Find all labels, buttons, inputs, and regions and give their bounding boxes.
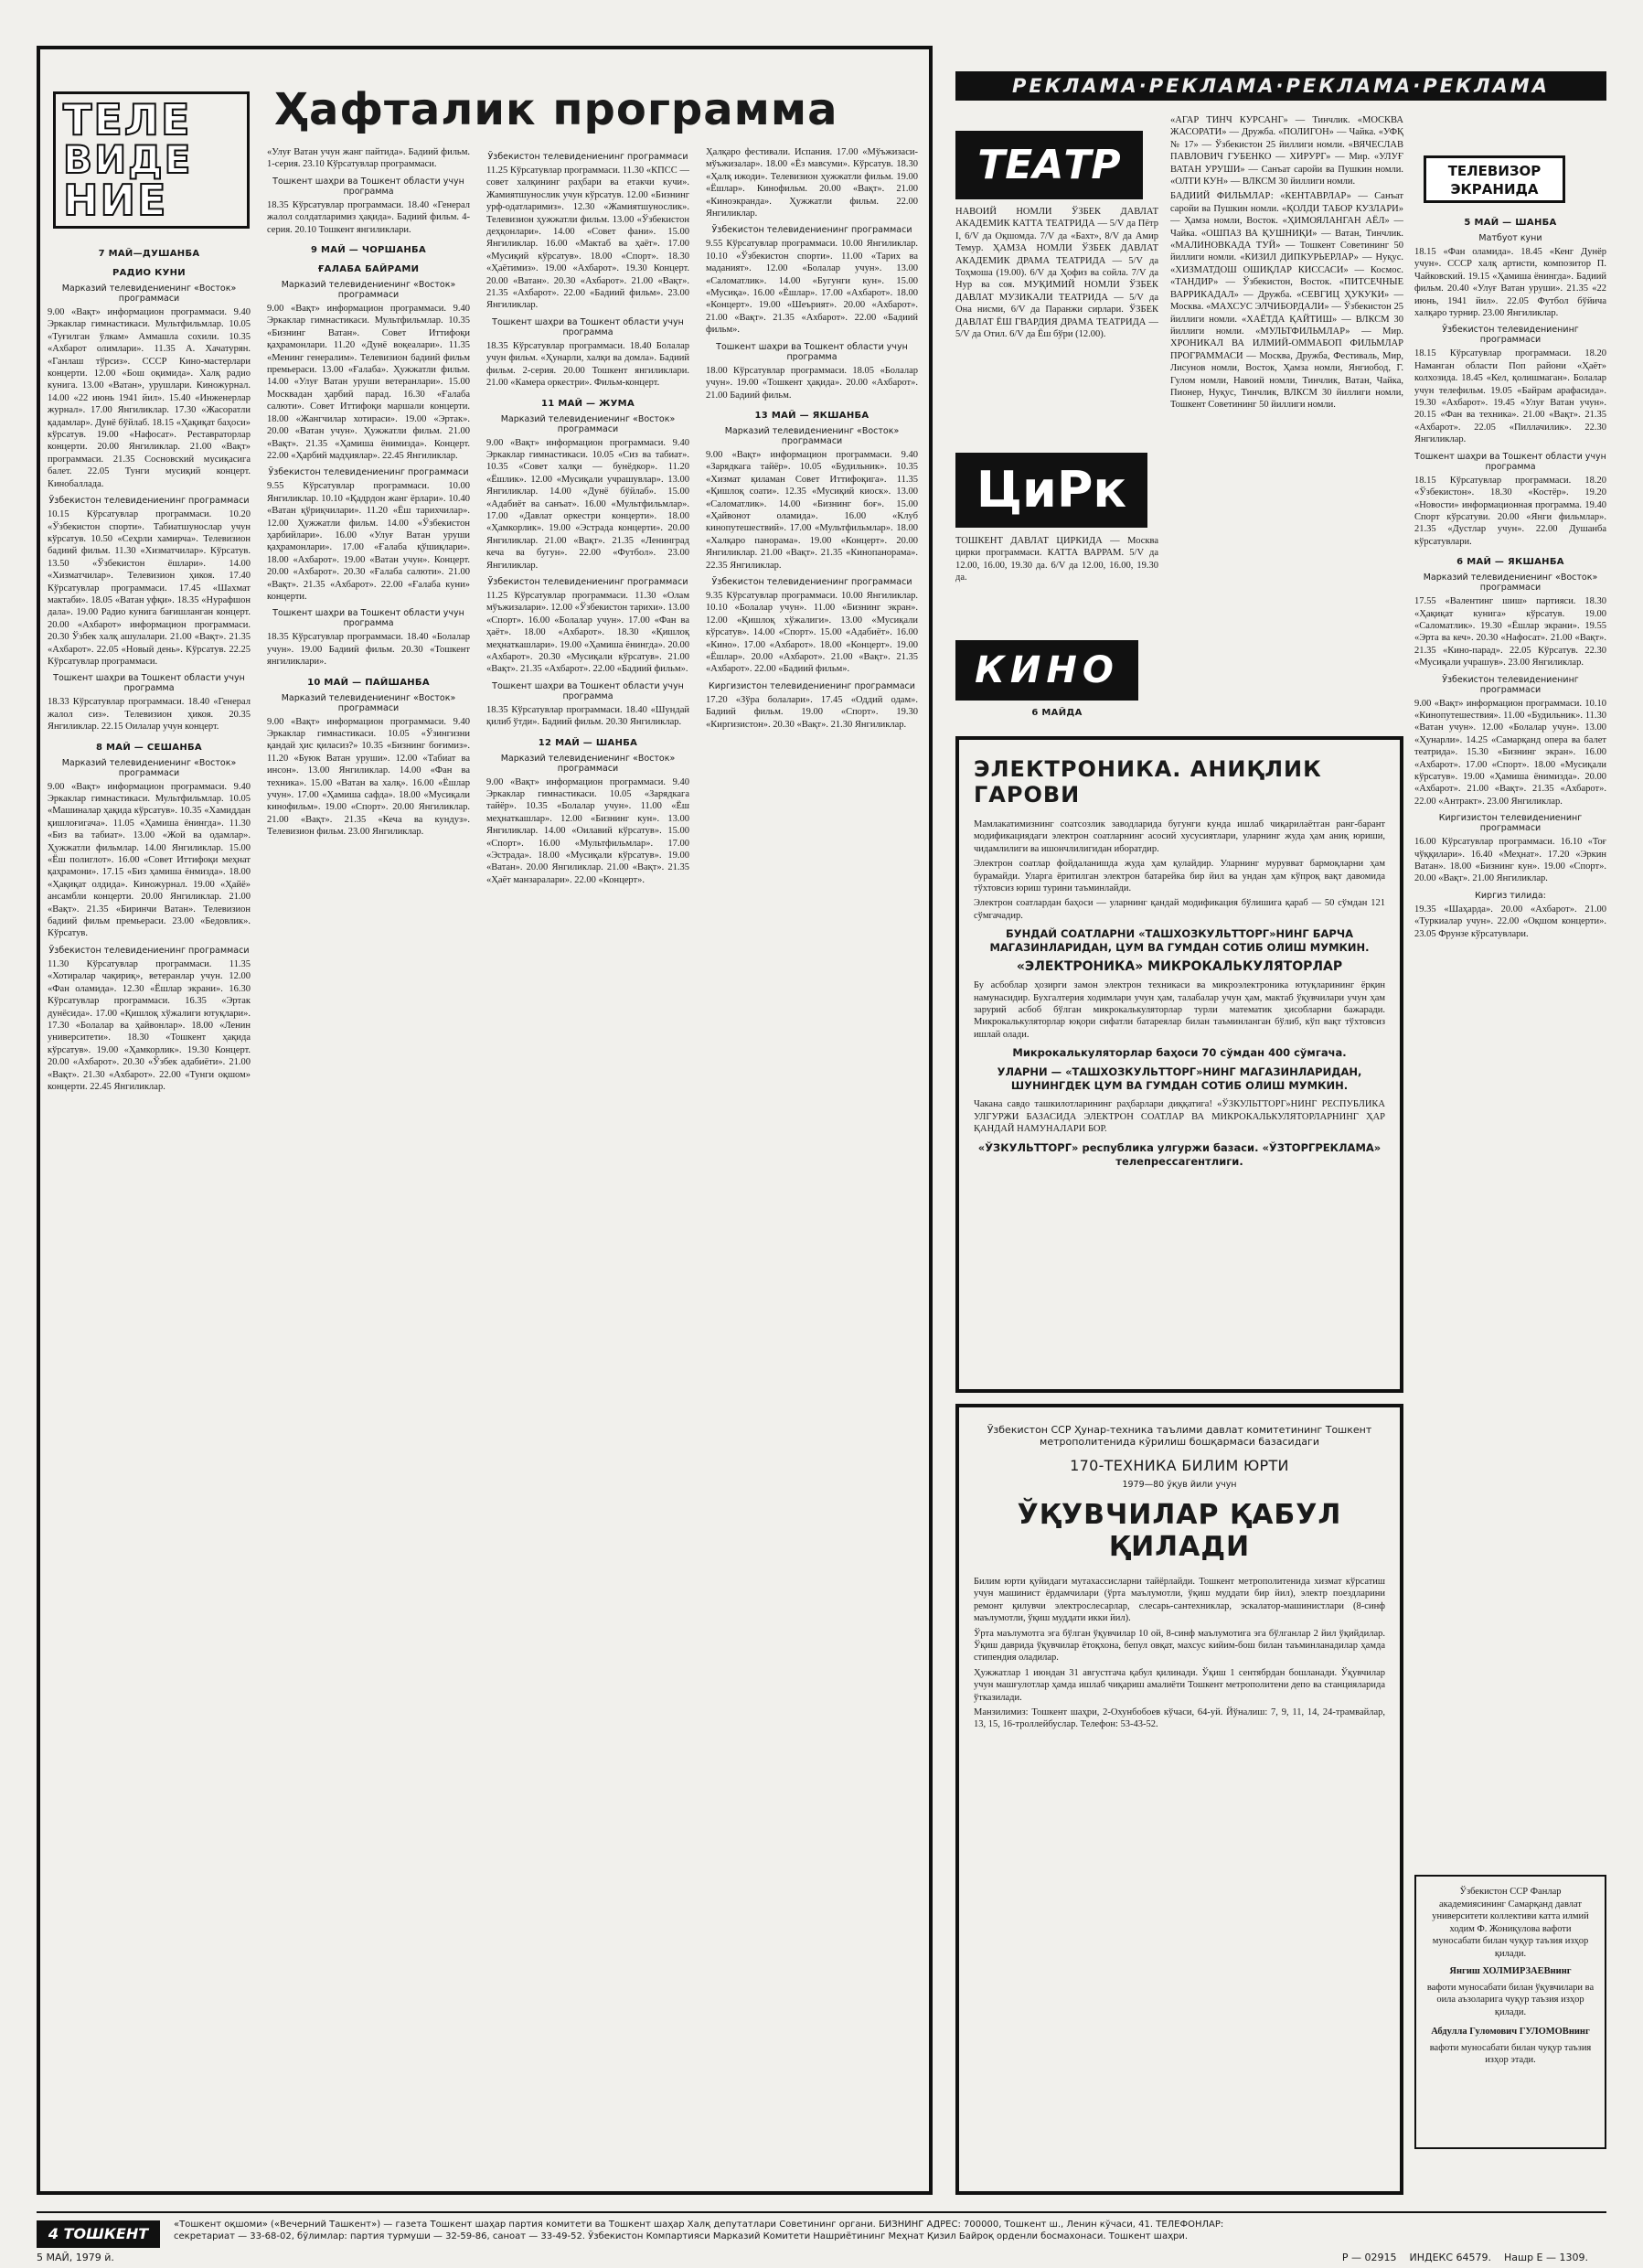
ad-bold-line: Микрокалькуляторлар баҳоси 70 сўмдан 400 сўмгача. bbox=[1012, 1046, 1347, 1060]
school-year: 1979—80 ўқув йили учун bbox=[1122, 1480, 1237, 1490]
tv-logo-line2: ВИДЕ bbox=[63, 137, 193, 182]
day-subheading: Матбуот куни bbox=[1478, 233, 1542, 243]
programme-text: 9.55 Кўрсатувлар программаси. 10.00 Янгиликлар. 10.10 «Ўзбекистон спорти». 11.00 «Тарих ва маданият». 12.00 «Болалар учун». 13.00 «Саломатлик». 14.00 «Бугунги кун». 15.00 «Мусиқа». 16.00 «Ёшлар». 17.00 «Ахбарот». 18.00 «Концерт». 19.00 «Шеърият». 20.00 «Ахбарот». 21.00 «Вақт». 21.35 «Ахбарот». 22.00 «Бадиий фильм». bbox=[706, 239, 918, 336]
programme-text: 19.35 «Шаҳарда». 20.00 «Ахбарот». 21.00 «Туркиалар учун». 22.00 «Оқшом концерти». 23.05 Фрунзе кўрсатувлари. bbox=[1414, 904, 1606, 939]
ad-bold-line: БУНДАЙ СОАТЛАРНИ «ТАШХОЗКУЛЬТТОРГ»НИНГ БАРЧА МАГАЗИНЛАРИДАН, ЦУМ ВА ГУМДАН СОТИБ ОЛИШ МУМКИН. bbox=[989, 927, 1370, 955]
obituary-text: Ўзбекистон ССР Фанлар академиясининг Самарқанд давлат университети коллективи катта илмий ходим Ф. Жониқулова вафоти муносабати билан чуқур таъзия изҳор қилади. bbox=[1432, 1887, 1589, 1959]
tv-headline: Ҳафталик программа bbox=[274, 84, 838, 135]
station-heading: Марказий телевидениенинг «Восток» программаси bbox=[281, 280, 456, 301]
programme-text: «Улуғ Ватан учун жанг пайтида». Бадиий фильм. 1-серия. 23.10 Кўрсатувлар программаси. bbox=[267, 147, 470, 170]
station-heading: Киргизистон телевидениенинг программаси bbox=[709, 680, 915, 691]
programme-text: 9.00 «Вақт» информацион программаси. 9.40 Эркаклар гимнастикаси. Мультфильмлар. 10.05 «Туғилган ўлкам» Аммашла сохили. 10.35 «Ахбарот олимлари». 11.35 А. Хачатурян. «Ганлаш тўрсиз». СССР Кино-мастерлари концерти. 12.00 «Бош оқимида». Халқ радио кунига. 13.00 «Ватан», урушлари. Киножурнал. 14.00 «22 июнь 1941 йил». 15.40 «Инженерлар журнал». 17.00 Янгиликлар. 17.30 «Жасоратли қадамлар». Дунё бўйлаб. 18.15 «Ҳақиқат баҳоси» кўрсатув. 19.00 «Нафосат». Реставраторлар концерти. 20.00 Янгиликлар. 21.00 «Вақт» программаси. 21.35 Сосновский мусиқасига балет. 22.05 Тунги мусиқий концерт. Кинобаллада. bbox=[48, 307, 251, 489]
day-heading: 10 МАЙ — ПАЙШАНБА bbox=[307, 677, 430, 688]
electronics-ad bbox=[955, 736, 1403, 1393]
cinema-logo: КИНО bbox=[955, 640, 1138, 701]
footer-index bbox=[1342, 2252, 1588, 2263]
reklama-banner: РЕКЛАМА·РЕКЛАМА·РЕКЛАМА·РЕКЛАМА bbox=[955, 71, 1606, 101]
station-heading: Марказий телевидениенинг «Восток» программаси bbox=[500, 753, 676, 774]
cinema-date: 6 МАЙДА bbox=[1031, 708, 1083, 718]
station-heading: Тошкент шаҳри ва Тошкент области учун программа bbox=[1414, 451, 1606, 472]
footer-address: «Тошкент оқшоми» («Вечерний Ташкент») — газета Тошкент шаҳар партия комитети ва Тошкент шаҳар Халқ депутатлари Советининг органи. БИЗНИНГ АДРЕС: 700000, Тошкент ш., Ленин кўчаси, 41. ТЕЛЕФОНЛАР: секретариат — 33-68-02, бўлимлар: партия турмуши — 32-59-86, саноат — 33-49-52. Ўзбекистон Компартияси Марказий Комитети Нашриётининг Меҳнат Қизил Байроқ орденли босмахонаси. Тошкент шаҳри. bbox=[174, 2220, 1224, 2241]
station-heading: Ўзбекистон телевидениенинг программаси bbox=[1442, 674, 1579, 695]
programme-text: 9.55 Кўрсатувлар программаси. 10.00 Янгиликлар. 10.10 «Қадрдон жанг ёрлари». 10.40 «Ватан қўриқчилари». 11.20 «Ёш тарихчилар». 12.00 Ҳужжатли фильм. 14.00 «Ўзбекистон ҳарбийлари». 16.00 «Улуғ Ватан уруши қаҳрамонлари». 17.00 «Ғалаба қўшиқлари». 18.00 «Ахбарот». 19.00 «Ватан учун». Концерт. 20.00 «Ахбарот». 20.30 «Ғалаба салюти». 21.00 «Вақт». 21.35 «Ахбарот». 22.00 «Ғалаба куни» концерти. bbox=[267, 481, 470, 602]
programme-text: 16.00 Кўрсатувлар программаси. 16.10 «Тоғ чўққилари». 16.40 «Меҳнат». 17.20 «Эркин Ватан». 18.00 «Бизнинг кун». 19.00 «Спорт». 20.00 «Вақт». 21.00 Янгиликлар. bbox=[1414, 837, 1606, 884]
station-heading: Ўзбекистон телевидениенинг программаси bbox=[711, 225, 912, 236]
obituary-name: Абдулла Гуломович ГУЛОМОВнинг bbox=[1431, 2027, 1590, 2037]
ad-text: Ҳужжатлар 1 июндан 31 августгача қабул қилинади. Ўқиш 1 сентябрдан бошланади. Ўқувчилар учун машғулотлар ҳамда ишлаб чиқариш амалиёти Тошкент метрополитени депо ва станцияларида ўтказилади. bbox=[974, 1667, 1385, 1703]
programme-text: 11.25 Кўрсатувлар программаси. 11.30 «Олам мўъжизалари». 12.00 «Ўзбекистон тарихи». 13.00 «Спорт». 16.00 «Болалар учун». 17.00 «Фан ва ҳаёт». 18.00 «Ахбарот». 18.30 «Қишлоқ меҳнаткашлари». 19.00 «Ҳамиша ёнингда». 20.00 «Ахбарот». 20.30 «Мусиқали кўрсатув». 21.00 «Вақт». 21.35 «Ахбарот». 22.00 «Бадиий фильм». bbox=[486, 590, 689, 675]
ad-text: Электрон соатлар фойдаланишда жуда ҳам қулайдир. Уларнинг мурувват бармоқларни ҳам бурамайди. Уларга ёритилган электрон батарейка бир йил ва ундан ҳам кўпроқ вақт давомида тўхтовсиз юриш турини таъминлайди. bbox=[974, 859, 1385, 894]
day-heading: 5 МАЙ — ШАНБА bbox=[1464, 218, 1557, 228]
programme-text: 18.15 «Фан оламида». 18.45 «Кенг Дунёр учун». СССР халқ артисти, композитор П. Чайковский. 19.15 «Ҳамиша ёнингда». Бадиий фильм. 20.40 «Улуғ Ватан уруши». 21.35 «22 июнь, 1941 йил». 22.05 Футбол бўйича халқаро турнир. 23.00 Янгиликлар. bbox=[1414, 247, 1606, 319]
station-heading: Ўзбекистон телевидениенинг программаси bbox=[1442, 325, 1579, 346]
station-heading: Киргизистон телевидениенинг программаси bbox=[1438, 813, 1583, 834]
station-heading: Марказий телевидениенинг «Восток» программаси bbox=[61, 757, 237, 778]
programme-text: 18.00 Кўрсатувлар программаси. 18.05 «Болалар учун». 19.00 «Тошкент ҳақида». 20.00 «Ахбарот». 21.00 Бадиий фильм. bbox=[706, 365, 918, 401]
programme-text: 9.35 Кўрсатувлар программаси. 10.00 Янгиликлар. 10.10 «Болалар учун». 11.00 «Бизнинг экран». 12.00 «Қишлоқ хўжалиги». 13.00 «Мусиқали кўрсатув». 14.00 «Спорт». 15.00 «Адабиёт». 16.00 «Кино». 17.00 «Ахбарот». 18.00 «Концерт». 19.00 «Ёшлар». 20.00 «Ахбарот». 21.00 «Вақт». 21.35 «Ахбарот». 22.00 «Бадиий фильм». bbox=[706, 590, 918, 675]
ad-bold-line: «ЎЗКУЛЬТТОРГ» республика улгуржи базаси. «ЎЗТОРГРЕКЛАМА» телепрессагентлиги. bbox=[977, 1140, 1382, 1168]
footer-index-number: ИНДЕКС 64579. bbox=[1409, 2252, 1491, 2263]
programme-text: 10.15 Кўрсатувлар программаси. 10.20 «Ўзбекистон спорти». Табиатшунослар учун кўрсатув. 10.50 «Сеҳрли хамирча». Телевизион бадиий фильм. 11.30 «Хизматчилар». Кўрсатув. 13.50 «Ўзбекистон ёшлари». 14.00 «Хизматчилар». Телевизион ҳикоя. 17.40 Кўрсатувлар программаси. 17.45 «Шахмат мактаби». 18.05 «Ватан уфқи». 18.35 «Нурафшон дала». 19.00 Радио кунига бағишланган концерт. 20.00 «Ахбарот» информацион программаси. 20.30 Ўзбек халқ ашулалари. 21.00 «Вақт». 21.35 «Ахбарот». 22.05 «Новый день». Кўрсатув. 22.25 Кўрсатувлар программаси. bbox=[48, 509, 251, 667]
theatre-logo: ТЕАТР bbox=[955, 131, 1143, 199]
station-heading: Ўзбекистон телевидениенинг программаси bbox=[487, 576, 688, 587]
station-heading: Марказий телевидениенинг «Восток» программаси bbox=[724, 425, 900, 446]
school-admission-title: ЎҚУВЧИЛАР ҚАБУЛ ҚИЛАДИ bbox=[1017, 1499, 1342, 1563]
station-heading: Тошкент шаҳри ва Тошкент области учун программа bbox=[53, 673, 245, 694]
page-footer bbox=[37, 2211, 1606, 2263]
tv-logo-line3: НИЕ bbox=[63, 176, 168, 225]
day-heading: 7 МАЙ—ДУШАНБА bbox=[98, 249, 200, 259]
ad-bold-line: УЛАРНИ — «ТАШХОЗКУЛЬТТОРГ»НИНГ МАГАЗИНЛАРИДАН, ШУНИНГДЕК ЦУМ ВА ГУМДАН СОТИБ ОЛИШ МУМКИН. bbox=[997, 1065, 1362, 1093]
ad-text: Манзилимиз: Тошкент шаҳри, 2-Охунбобоев кўчаси, 64-уй. Йўналиш: 7, 9, 11, 14, 24-трамвайлар, 13, 15, 16-троллейбуслар. Телефон: 53-43-52. bbox=[974, 1707, 1385, 1730]
obituary-text: вафоти муносабати билан ўқувчилари ва оила аъзоларига чуқур таъзия изҳор қилади. bbox=[1426, 1982, 1595, 2017]
programme-text: 11.30 Кўрсатувлар программаси. 11.35 «Хотиралар чақириқ», ветеранлар учун. 12.00 «Фан оламида». 12.30 «Ёшлар экрани». 16.30 Кўрсатувлар программаси. 16.35 «Эртак дунёсида». 17.00 «Қишлоқ хўжалиги ютуқлари». 17.30 «Болалар ва ҳайвонлар». 18.00 «Ленин университети». 18.30 «Тошкент ҳақида кўрсатув». 19.00 «Ҳамкорлик». 19.30 Концерт. 20.00 «Ахбарот». 20.30 «Ўзбек адабиёти». 21.00 «Вақт». 21.30 «Ахбарот». 22.00 «Тунги оқшом» концерти. 22.45 Янгиликлар. bbox=[48, 958, 251, 1092]
footer-date: 5 МАЙ, 1979 й. bbox=[37, 2252, 114, 2263]
station-heading: Тошкент шаҳри ва Тошкент области учун программа bbox=[716, 341, 908, 362]
obituary-box bbox=[1414, 1875, 1606, 2149]
programme-text: 18.35 Кўрсатувлар программаси. 18.40 «Шундай қилиб ўтди». Бадиий фильм. 20.30 Янгиликлар. bbox=[486, 704, 689, 728]
cinema-text: БАДИИЙ ФИЛЬМЛАР: «КЕНТАВРЛАР» — Санъат саройи ва Пушкин номли. «ҚОЛДИ ТАБОР КУЗЛАРИ» — Ҳамза номли, Восток. «ҲИМОЯЛАНГАН АЁЛ» — Чайка. «ОШПАЗ ВА ҚУШНИҚИ» — Ватан, Тинчлик. «МАЛИНОВКАДА ТУЙ» — Тошкент Советининг 50 йиллиги номли. «КИЗИЛ ДИПКУРЬЕРЛАР» — Нуқус. «ХИЗМАТДОШ ОШИҚЛАР КИССАСИ» — Космос. «ТАНДИР» — Ўзбекистон, Восток. «ПИТСЕЧНЫЕ ВАРРИКАДАЛ» — Дружба. «СЕВГИЦ ҲУКУКИ» — Москва. «МАХСУС ЭЛЧИБОРДАЛИ» — Ўзбекистон 25 йиллиги номли. «ХАЁТДА ҚАЙТИШ» — ВЛКСМ 30 йиллиги номли. «МУЛЬТФИЛЬМЛАР» — Мир. ХРОНИКАЛ ВА ИЛМИЙ-ОММАБОП ФИЛЬМЛАР ПРОГРАММАСИ — Москва, Дружба, Фестиваль, Мир, Лисунов номли, Восток, Ҳамза номли, Янгиобод, Г. Гулом номли, Навоий номли, Тинчлик, Ватан, Чайка, Пионер, Нуқус, Тинчлик, ВЛКСМ 30 йиллиги номли, Тошкент Советининг 50 йиллиги номли. bbox=[1170, 191, 1403, 411]
ad-text: Ўрта маълумотга эга бўлган ўқувчилар 10 ой, 8-синф маълумотига эга бўлганлар 2 йил ўқийдилар. Ўқиш даврида ўқувчилар ётоқхона, бепул овқат, махсус кийим-бош билан таъминланадилар ҳамда стипендия оладилар. bbox=[974, 1628, 1385, 1664]
station-heading: Киргиз тилида: bbox=[1475, 890, 1546, 901]
station-heading: Ўзбекистон телевидениенинг программаси bbox=[487, 152, 688, 162]
tv-column-1 bbox=[48, 240, 251, 2188]
obituary-text: вафоти муносабати билан чуқур таъзия изҳор этади. bbox=[1429, 2042, 1592, 2065]
day-heading: 8 МАЙ — СЕШАНБА bbox=[96, 742, 202, 753]
station-heading: Ўзбекистон телевидениенинг программаси bbox=[48, 496, 250, 507]
footer-order: Нашр Е — 1309. bbox=[1504, 2252, 1588, 2263]
ad-bold-line: «ЭЛЕКТРОНИКА» МИКРОКАЛЬКУЛЯТОРЛАР bbox=[1016, 959, 1343, 975]
programme-text: 18.35 Кўрсатувлар программаси. 18.40 «Генерал жалол солдатларимиз ҳақида». Бадиий фильм. 4-серия. 20.10 Тошкент янгиликлари. bbox=[267, 199, 470, 235]
obituary-name: Янгиш ХОЛМИРЗАЕВнинг bbox=[1449, 1966, 1572, 1976]
cinema-listings-column bbox=[1170, 114, 1403, 727]
station-heading: Марказий телевидениенинг «Восток» программаси bbox=[281, 692, 456, 713]
tv-column-2 bbox=[267, 146, 470, 2188]
programme-text: 9.00 «Вақт» информацион программаси. 9.40 Эркаклар гимнастикаси. 10.05 «Сиз ва табиат». 10.35 «Совет халқи — бунёдкор». 11.20 «Ёшлик». 12.00 «Мусиқали учрашувлар». 13.00 Янгиликлар. 14.00 «Дунё бўйлаб». 15.00 «Адабиёт ва санъат». 16.00 «Мультфильмлар». 17.00 «Давлат оркестри концерти». 18.00 «Ҳамкорлик». 19.00 «Эстрада концерти». 20.00 Янгиликлар. 21.00 «Вақт». 21.35 «Ленинград кеча ва бугун». 22.00 «Футбол». 23.00 Янгиликлар. bbox=[486, 437, 689, 571]
electronics-title: ЭЛЕКТРОНИКА. АНИҚЛИК ГАРОВИ bbox=[974, 756, 1322, 808]
tv-column-3 bbox=[486, 146, 689, 2188]
theatre-listings bbox=[955, 206, 1158, 448]
programme-text: 9.00 «Вақт» информацион программаси. 9.40 «Зарядкага тайёр». 10.05 «Будильник». 10.35 «Хизмат қиламан Совет Иттифоқига». 11.35 «Қишлоқ соати». 12.35 «Мусиқий киоск». 13.00 «Саломатлик». 14.00 «Бизнинг боғ». 15.00 «Ҳайвонот оламида». 16.00 «Клуб кинопутешествий». 17.00 «Мультфильмлар». 18.00 «Халқаро панорама». 19.00 «Концерт». 20.00 Янгиликлар. 21.00 «Вақт». 21.35 «Кинопанорама». 22.35 Янгиликлар. bbox=[706, 449, 918, 571]
programme-text: 11.25 Кўрсатувлар программаси. 11.30 «КПСС — совет халқининг раҳбари ва етакчи кучи». Жамиятшунослик учун кўрсатув. 12.00 «Бизнинг урф-одатларимиз». 12.30 «Жамиятшунослик». Телевизион ҳужжатли фильм. 13.00 «Ўзбекистон деҳқонлари». 14.00 «Совет фани». 15.00 Янгиликлар. 16.00 «Мактаб ва ҳаёт». 17.00 «Мусиқий кўрсатув». 18.00 «Спорт». 18.30 «Ҳаётимиз». 19.00 «Ахбарот». 19.30 Концерт. 20.00 «Ватан». 20.30 «Ахбарот». 21.00 «Вақт». 21.35 «Ахбарот». 22.00 «Бадиий фильм». 23.00 Янгиликлар. bbox=[486, 166, 689, 311]
station-heading: Тошкент шаҳри ва Тошкент области учун программа bbox=[272, 176, 464, 197]
station-heading: Марказий телевидениенинг «Восток» программаси bbox=[500, 413, 676, 434]
tv-logo-line1: ТЕЛЕ bbox=[63, 95, 192, 144]
day-heading: 12 МАЙ — ШАНБА bbox=[538, 737, 638, 748]
day-heading: 11 МАЙ — ЖУМА bbox=[541, 398, 635, 409]
day-heading: 13 МАЙ — ЯКШАНБА bbox=[754, 410, 870, 421]
ad-text: Бу асбоблар ҳозирги замон электрон техникаси ва микроэлектроника ютуқларининг ёрқин намунасидир. Бухгалтерия ходимлари учун ҳам, талабалар учун ҳам, мактаб ўқувчилари учун ҳам зарурий асбоб бўлган микрокалькуляторлар турли математик ҳисобларни бажаради. Микрокалькуляторлар юқори сифатли батареялар билан таъминланган бўлиб, кўп вақт тўхтовсиз ишлай олади. bbox=[974, 980, 1385, 1040]
school-admission-ad bbox=[955, 1404, 1403, 2195]
programme-text: 17.55 «Валентинг шиш» партияси. 18.30 «Ҳақиқат кунига» кўрсатув. 19.00 «Саломатлик». 19.30 «Ёшлар экрани». 19.55 «Эрта ва кеч». 20.30 «Нафосат». 21.00 «Вақт». 21.35 «Кино-парад». 22.05 Кўрсатув. 22.30 «Мусиқали учрашув». 23.00 Янгиликлар. bbox=[1414, 596, 1606, 669]
circus-logo: ЦиРк bbox=[955, 453, 1147, 528]
newspaper-logo: 4 ТОШКЕНТ bbox=[37, 2220, 160, 2248]
station-heading: Марказий телевидениенинг «Восток» программаси bbox=[1423, 572, 1598, 594]
programme-text: 9.00 «Вақт» информацион программаси. 9.40 Эркаклар гимнастикаси. 10.05 «Ўзингизни қандай ҳис қиласиз?» 10.35 «Бизнинг боғимиз». 11.20 «Буюк Ватан уруши». 12.00 «Табиат ва инсон». 13.00 Янгиликлар. 14.00 «Фан ва техника». 15.00 «Ватан ва халқ». 16.00 «Ёшлар учун». 17.00 «Ҳамиша сафда». 18.00 «Мусиқали кинофильм». 19.00 «Спорт». 20.00 Янгиликлар. 21.00 «Вақт». 21.35 «Кеча ва кундуз». Телевизион фильм. 23.00 Янгиликлар. bbox=[267, 716, 470, 838]
tv-screen-logo: ТЕЛЕВИЗОР ЭКРАНИДА bbox=[1424, 155, 1565, 203]
ad-text: Мамлакатимизнинг соатсозлик заводларида бугунги кунда ишлаб чиқарилаётган ранг-барант модификациядаги электрон соатларнинг асосий хусусиятлари, уларнинг жуда ҳам аниқ юриши, чидамлилиги ва ишончлилигидан иборатдир. bbox=[974, 819, 1385, 854]
theatre-text: НАВОИЙ НОМЛИ ЎЗБЕК ДАВЛАТ АКАДЕМИК КАТТА ТЕАТРИДА — 5/V да Пётр I, 6/V да Оқшомда. 7/V да «Бахт», 8/V да Амир Темур. ҲАМЗА НОМЛИ ЎЗБЕК ДАВЛАТ АКАДЕМИК ДРАМА ТЕАТРИДА — 5/V да Тоҳмоша (19.00). 6/V да Ҳофиз ва сойла. 7/V да Нур ва соя. МУҚИМИЙ НОМЛИ ЎЗБЕК ДАВЛАТ МУЗИКАЛИ ТЕАТРИДА — 5/V да Она нисми, 6/V да Паранжи сирлари. ЎЗБЕК ДАВЛАТ ЁШ ГВАРДИЯ ДРАМА ТЕАТРИДА — 5/V да Отил. 6/V да Ёш бўри (12.00). bbox=[955, 207, 1158, 340]
programme-text: 9.00 «Вақт» информацион программаси. 9.40 Эркаклар гимнастикаси. 10.05 «Зарядкага тайёр». 10.35 «Болалар учун». 11.00 «Ёш меҳнаткашлар». 12.00 «Бизнинг кун». 13.00 Янгиликлар. 14.00 «Оилавий кўрсатув». 15.00 «Спорт». 16.00 «Мультфильмлар». 17.00 «Эстрада». 18.00 «Мусиқали кўрсатув». 19.00 «Ватан». 20.00 Янгиликлар. 21.00 «Вақт». 21.35 «Ҳаёт манзаралари». 22.00 «Концерт». bbox=[486, 776, 689, 885]
day-subheading: РАДИО КУНИ bbox=[112, 268, 186, 278]
programme-text: 17.20 «Зўра болалари». 17.45 «Оддий одам». Бадиий фильм. 19.00 «Спорт». 19.30 «Киргизистон». 20.30 «Вақт». 21.30 Янгиликлар. bbox=[706, 694, 918, 730]
programme-text: 18.33 Кўрсатувлар программаси. 18.40 «Генерал жалол сиз». Телевизион ҳикоя. 20.35 Янгиликлар. 22.15 Оилалар учун концерт. bbox=[48, 697, 251, 733]
programme-text: Ҳалқаро фестивали. Испания. 17.00 «Мўъжизаси-мўъжизалар». 18.00 «Ёз мавсуми». Кўрсатув. 18.30 «Ҳалқ ижоди». Телевизион ҳужжатли фильм. 19.00 «Ёшлар». Кинофильм. 20.00 «Вақт». 21.00 «Киноэкранда». Ҳужжатли фильм. 22.00 Янгиликлар. bbox=[706, 147, 918, 219]
station-heading: Ўзбекистон телевидениенинг программаси bbox=[268, 467, 469, 478]
ad-text: Электрон соатлардан баҳоси — уларнинг қандай модификация бўлишига қараб — 50 сўмдан 121 сўмгачадир. bbox=[974, 898, 1385, 921]
programme-text: 9.00 «Вақт» информацион программаси. 10.10 «Кинопутешествия». 11.00 «Будильник». 11.30 «Ватан учун». 12.00 «Болалар учун». 13.00 «Ҳунарли». 14.25 «Самарқанд опера ва балет театрида». 15.30 «Бизнинг экран». 16.00 «Ахбарот». 17.00 «Спорт». 18.00 «Мусиқали кўрсатув». 19.00 «Ҳамиша ёнимизда». 20.00 «Ахбарот». 21.00 «Вақт». 21.35 «Ахбарот». 22.00 «Антракт». 23.00 Янгиликлар. bbox=[1414, 698, 1606, 807]
day-subheading: ҒАЛАБА БАЙРАМИ bbox=[317, 264, 420, 275]
ad-text: Билим юрти қуйидаги мутахассисларни тайёрлайди. Тошкент метрополитенида хизмат кўрсатиш учун машинист ёрдамчилари (ўрта маълумотли, ўқиш муддати бир йил), электр поездларини ремонт қилувчи электрослесарлар, слесарь-сантехниклар, эскалатор-машинистлари (8-синф маълумотли, ўқиш муддати икки йил). bbox=[974, 1577, 1385, 1624]
circus-text: ТОШКЕНТ ДАВЛАТ ЦИРКИДА — Москва цирки программаси. КАТТА ВАРРАМ. 5/V да 12.00, 16.00, 19.30 да. 6/V да 12.00, 16.00, 19.30 да. bbox=[955, 536, 1158, 583]
tv-screen-column bbox=[1414, 209, 1606, 1864]
programme-text: 18.35 Кўрсатувлар программаси. 18.40 «Болалар учун». 19.00 Бадиий фильм. 20.30 «Тошкент янгиликлари». bbox=[267, 632, 470, 668]
school-intro: Ўзбекистон ССР Ҳунар-техника таълими давлат комитетининг Тошкент метрополитенида кўрилиш бошқармаси базасидаги bbox=[987, 1424, 1372, 1448]
tv-column-4 bbox=[706, 146, 918, 2188]
programme-text: 9.00 «Вақт» информацион программаси. 9.40 Эркаклар гимнастикаси. Мультфильмлар. 10.05 «Машиналар ҳақида кўрсатув». 10.35 «Хамиддан қишлоғигача». 11.05 «Ҳамиша ёнингда». 11.30 «Биз ва табиат». 13.00 «Жой ва одамлар». Ҳужжатли фильмлар. 14.00 Янгиликлар. 15.00 «Ёш полиглот». 16.00 «Совет Иттифоқи меҳнат қаҳрамони». 17.15 «Биз ҳамиша ёнмизда». 18.00 «Ҳақиқат олдида». Киножурнал. 19.00 «Ҳайё» ансамбли концерти. 20.00 Янгиликлар. 21.00 «Вақт». 21.35 «Биринчи Ватан». Телевизион бадиий фильм премьераси. 23.00 «Бедовлик». Кўрсатув. bbox=[48, 781, 251, 939]
station-heading: Тошкент шаҳри ва Тошкент области учун программа bbox=[492, 316, 684, 337]
circus-listings bbox=[955, 535, 1158, 631]
cinema-text: «АГАР ТИНЧ КУРСАНГ» — Тинчлик. «МОСКВА ЖАСОРАТИ» — Дружба. «ПОЛИГОН» — Чайка. «УФҚ № 17» — Ўзбекистон 25 йиллиги номли. «ВЯЧЕСЛАВ ПАВЛОВИЧ ГУБЕНКО — ХИРУРГ» — Мир. «УЛУҒ ВАТАН УРУШИ» — Санъат саройи ва Пушкин номли. «ОЛТИ КУН» — ВЛКСМ 30 йиллиги номли. bbox=[1170, 115, 1403, 187]
station-heading: Марказий телевидениенинг «Восток» программаси bbox=[61, 284, 237, 304]
station-heading: Ўзбекистон телевидениенинг программаси bbox=[48, 945, 250, 956]
day-heading: 6 МАЙ — ЯКШАНБА bbox=[1456, 557, 1564, 568]
ad-text: Чакана савдо ташкилотларининг раҳбарлари диққатига! «ЎЗКУЛЬТТОРГ»НИНГ РЕСПУБЛИКА УЛГУРЖИ БАЗАСИДА ЭЛЕКТРОН СОАТЛАР ВА МИКРОКАЛЬКУЛЯТОРЛАРНИНГ ҲАР ҚАНДАЙ НАМУНАЛАРИ БОР. bbox=[974, 1099, 1385, 1135]
station-heading: Тошкент шаҳри ва Тошкент области учун программа bbox=[272, 608, 464, 629]
programme-text: 18.15 Кўрсатувлар программаси. 18.20 Наманган области Поп райони «Ҳаёт» колхозида. 18.45 «Кел, қолишмаган». Болалар учун телефильм. 19.05 «Байрам арафасида». 19.30 «Ахбарот». 19.45 «Улуғ Ватан учун». 20.15 «Фан ва техника». 21.00 «Вақт». 21.35 «Ахбарот». 22.05 «Пиллачилик». 22.30 Янгиликлар. bbox=[1414, 348, 1606, 445]
school-name: 170-ТЕХНИКА БИЛИМ ЮРТИ bbox=[1070, 1457, 1289, 1474]
programme-text: 9.00 «Вақт» информацион программаси. 9.40 Эркаклар гимнастикаси. Мультфильмлар. 10.35 «Бизнинг Ватан». Совет Иттифоқи қаҳрамонлари. 11.20 «Дунё воқеалари». 11.35 «Менинг генералим». Телевизион бадиий фильм премьераси. 13.00 «Ғалаба». Ҳужжатли фильм. 14.00 «Улуғ Ватан уруши ветеранлари». 15.00 Москвадан ҳарбий парад. 16.30 «Ғалаба салюти». Совет Иттифоқи маршали концерти. 18.00 «Жангчилар хотираси». 19.00 «Эртак». 20.00 «Ватан учун». Ҳужжатли фильм. 21.00 «Вақт». 21.35 «Ҳамиша ёнимизда». Концерт. 22.00 «Ҳарбий мадҳиялар». 22.45 Янгиликлар. bbox=[267, 304, 470, 461]
cinema-subheading bbox=[955, 704, 1158, 732]
station-heading: Ўзбекистон телевидениенинг программаси bbox=[711, 576, 912, 587]
footer-pr: Р — 02915 bbox=[1341, 2252, 1397, 2263]
programme-text: 18.15 Кўрсатувлар программаси. 18.20 «Ўзбекистон». 18.30 «Костёр». 19.20 «Новости» информационная программа. 19.40 Спорт кўрсатуви. 20.00 «Янги фильмлар». 21.35 «Дустлар учун». 22.00 Душанба кўрсатувлари. bbox=[1414, 475, 1606, 547]
programme-text: 18.35 Кўрсатувлар программаси. 18.40 Болалар учун фильм. «Ҳунарли, халқи ва домла». Бадиий фильм. 2-серия. 20.00 Тошкент янгиликлари. 21.00 «Камера оркестри». Фильм-концерт. bbox=[486, 340, 689, 389]
tv-logo bbox=[53, 91, 250, 229]
station-heading: Тошкент шаҳри ва Тошкент области учун программа bbox=[492, 680, 684, 701]
day-heading: 9 МАЙ — ЧОРШАНБА bbox=[311, 245, 426, 256]
